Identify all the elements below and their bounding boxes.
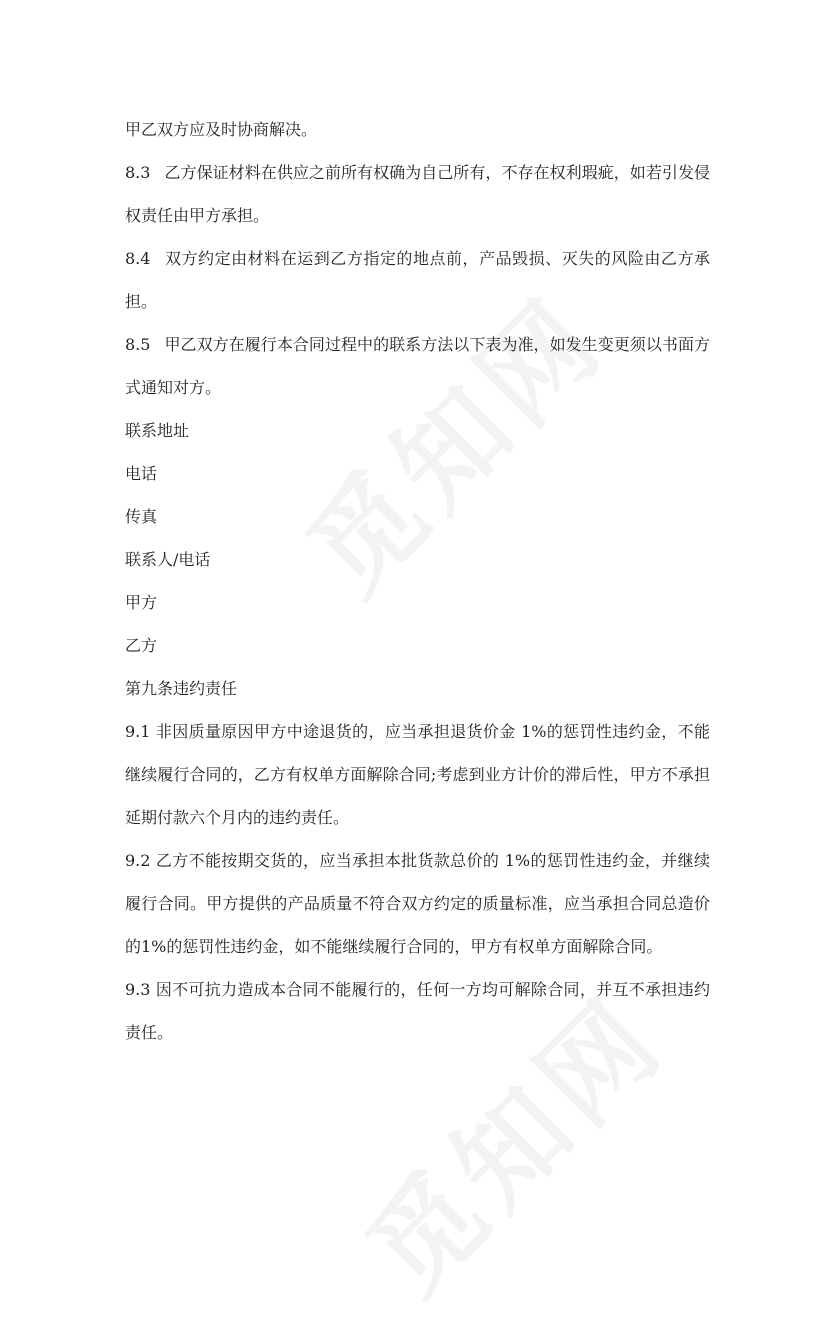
clause-9-1: 9.1 非因质量原因甲方中途退货的，应当承担退货价金 1%的惩罚性违约金，不能继续履行合同的，乙方有权单方面解除合同;考虑到业方计价的滞后性，甲方不承担延期付款六个月内的违约责任。 xyxy=(125,722,710,827)
clause-8-5 xyxy=(125,323,710,409)
clause-number: 8.3 xyxy=(125,163,151,182)
clause-8-4 xyxy=(125,237,710,323)
clause-9-3: 9.3 因不可抗力造成本合同不能履行的，任何一方均可解除合同，并互不承担违约责任。 xyxy=(125,980,710,1042)
paragraph-intro: 甲乙双方应及时协商解决。 xyxy=(125,120,318,139)
clause-number: 8.5 xyxy=(125,335,151,354)
clause-8-3 xyxy=(125,151,710,237)
document-body xyxy=(125,108,710,1054)
contact-row-fax: 传真 xyxy=(125,507,158,526)
clause-text: 双方约定由材料在运到乙方指定的地点前，产品毁损、灭失的风险由乙方承担。 xyxy=(125,249,710,311)
clause-number: 8.4 xyxy=(125,249,151,268)
contact-row-phone: 电话 xyxy=(125,464,158,483)
clause-9-2: 9.2 乙方不能按期交货的，应当承担本批货款总价的 1%的惩罚性违约金，并继续履行合同。甲方提供的产品质量不符合双方约定的质量标准，应当承担合同总造价的1%的惩罚性违约金，如不能继续履行合同的，甲方有权单方面解除合同。 xyxy=(125,851,710,956)
contact-row-party-a: 甲方 xyxy=(125,593,158,612)
contact-row-address: 联系地址 xyxy=(125,421,190,440)
contact-row-contact: 联系人/电话 xyxy=(125,550,211,569)
article-9-title: 第九条违约责任 xyxy=(125,679,238,698)
clause-text: 乙方保证材料在供应之前所有权确为自己所有，不存在权利瑕疵，如若引发侵权责任由甲方承担。 xyxy=(125,163,710,225)
contact-row-party-b: 乙方 xyxy=(125,636,158,655)
clause-text: 甲乙双方在履行本合同过程中的联系方法以下表为准，如发生变更须以书面方式通知对方。 xyxy=(125,335,710,397)
